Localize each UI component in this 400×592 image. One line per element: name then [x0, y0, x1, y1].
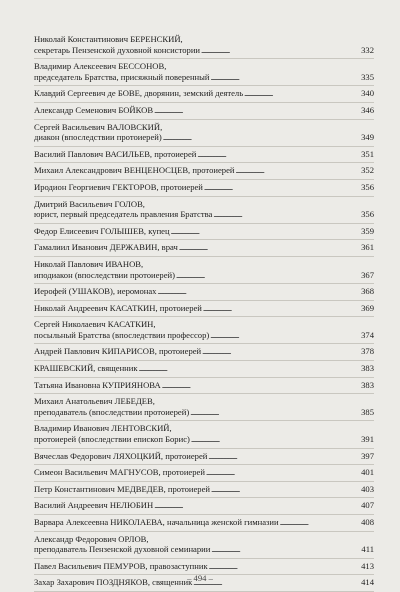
- table-of-contents: [34, 32, 374, 592]
- toc-line: [34, 500, 374, 512]
- toc-entry-text: Владимир Иванович ЛЕНТОВСКИЙ,: [34, 423, 172, 434]
- dot-leader: [208, 451, 359, 463]
- toc-line: [34, 61, 374, 72]
- toc-entry-text: Сергей Николаевич КАСАТКИН,: [34, 319, 156, 330]
- dot-leader: [213, 209, 359, 221]
- dot-leader: [162, 380, 359, 392]
- dot-leader: [206, 467, 359, 479]
- toc-page-number: 378: [361, 346, 374, 357]
- toc-entry-text: диакон (впоследствии протоиерей): [34, 132, 162, 143]
- toc-page-number: 383: [361, 363, 374, 374]
- toc-page-number: 368: [361, 286, 374, 297]
- toc-entry: [34, 103, 374, 120]
- toc-entry: [34, 532, 374, 559]
- toc-page-number: 367: [361, 269, 374, 280]
- toc-line: [34, 484, 374, 496]
- dot-leader: [197, 149, 359, 161]
- page-number: – 494 –: [187, 573, 213, 583]
- dot-leader: [191, 434, 359, 446]
- toc-line: [34, 259, 374, 270]
- toc-entry: [34, 197, 374, 224]
- toc-line: [34, 88, 374, 100]
- toc-page-number: 352: [361, 165, 374, 176]
- dot-leader: [163, 132, 359, 144]
- dot-leader: [157, 286, 359, 298]
- toc-page-number: 374: [361, 329, 374, 340]
- toc-line: [34, 182, 374, 194]
- toc-line: [34, 330, 374, 342]
- toc-entry-text: Андрей Павлович КИПАРИСОВ, протоиерей: [34, 346, 202, 357]
- toc-entry-text: Александр Федорович ОРЛОВ,: [34, 533, 149, 544]
- toc-page-number: 383: [361, 379, 374, 390]
- toc-entry-text: иподиакон (впоследствии протоиерей): [34, 269, 175, 280]
- toc-page-number: 385: [361, 406, 374, 417]
- toc-line: [34, 363, 374, 375]
- toc-page-number: 411: [361, 544, 374, 555]
- toc-entry-text: Варвара Алексеевна НИКОЛАЕВА, начальница женской гимназии: [34, 517, 279, 527]
- toc-entry: [34, 284, 374, 301]
- dot-leader: [154, 500, 359, 512]
- toc-line: [34, 45, 374, 57]
- dot-leader: [211, 544, 359, 556]
- toc-entry-text: Иродион Георгиевич ГЕКТОРОВ, протоиерей: [34, 181, 203, 192]
- dot-leader: [179, 242, 359, 254]
- toc-line: [34, 209, 374, 221]
- toc-entry: [34, 394, 374, 421]
- toc-line: [34, 451, 374, 463]
- toc-entry-text: КРАШЕВСКИЙ, священник: [34, 363, 138, 374]
- toc-line: [34, 199, 374, 210]
- toc-entry-text: преподаватель Пензенской духовной семинарии: [34, 544, 211, 555]
- toc-entry-text: Николай Константинович БЕРЕНСКИЙ,: [34, 34, 183, 44]
- toc-page-number: 340: [361, 88, 374, 99]
- toc-entry: [34, 224, 374, 241]
- toc-entry-text: секретарь Пензенской духовной консистории: [34, 44, 201, 55]
- dot-leader: [209, 561, 359, 573]
- toc-entry: [34, 147, 374, 164]
- dot-leader: [176, 270, 359, 282]
- toc-line: [34, 122, 374, 133]
- toc-entry: [34, 498, 374, 515]
- dot-leader: [201, 45, 359, 57]
- toc-line: [34, 544, 374, 556]
- toc-entry-text: Михаил Александрович ВЕНЦЕНОСЦЕВ, протоиерей: [34, 165, 235, 176]
- toc-line: [34, 149, 374, 161]
- toc-entry: [34, 86, 374, 103]
- toc-entry: [34, 515, 374, 532]
- toc-page-number: 403: [361, 483, 374, 494]
- toc-entry-text: Александр Семенович БОЙКОВ: [34, 104, 154, 115]
- toc-entry-text: Вячеслав Федорович ЛЯХОЦКИЙ, протоиерей: [34, 450, 208, 461]
- toc-entry: [34, 421, 374, 448]
- dot-leader: [139, 363, 359, 375]
- toc-entry: [34, 120, 374, 147]
- toc-entry-text: Иерофей (УШАКОВ), иеромонах: [34, 286, 157, 297]
- toc-page-number: 332: [361, 44, 374, 55]
- dot-leader: [154, 105, 359, 117]
- toc-line: [34, 534, 374, 545]
- toc-page-number: 407: [361, 500, 374, 511]
- toc-line: [34, 165, 374, 177]
- toc-entry: [34, 240, 374, 257]
- toc-page-number: 397: [361, 450, 374, 461]
- toc-line: [34, 561, 374, 573]
- toc-entry-text: преподаватель (впоследствии протоиерей): [34, 406, 190, 417]
- toc-entry-text: Татьяна Ивановна КУПРИЯНОВА: [34, 379, 161, 390]
- toc-entry: [34, 301, 374, 318]
- toc-entry-text: Клавдий Сергеевич де БОВЕ, дворянин, земский деятель: [34, 88, 244, 99]
- toc-page-number: 391: [361, 434, 374, 445]
- toc-line: [34, 423, 374, 434]
- dot-leader: [190, 407, 359, 419]
- toc-line: [34, 396, 374, 407]
- toc-line: [34, 346, 374, 358]
- toc-entry: [34, 465, 374, 482]
- toc-page-number: 349: [361, 132, 374, 143]
- toc-page-number: 359: [361, 225, 374, 236]
- toc-line: [34, 270, 374, 282]
- toc-entry-text: Николай Андреевич КАСАТКИН, протоиерей: [34, 302, 202, 313]
- dot-leader: [211, 484, 359, 496]
- toc-page-number: 401: [361, 467, 374, 478]
- toc-entry-text: протоиерей (впоследствии епископ Борис): [34, 434, 190, 445]
- toc-entry-text: Михаил Анатольевич ЛЕБЕДЕВ,: [34, 396, 155, 407]
- toc-entry-text: Николай Павлович ИВАНОВ,: [34, 258, 144, 269]
- toc-entry: [34, 344, 374, 361]
- toc-entry-text: Федор Елисеевич ГОЛЫШЕВ, купец: [34, 225, 170, 236]
- dot-leader: [202, 346, 359, 358]
- toc-page-number: 335: [361, 71, 374, 82]
- toc-entry-text: Павел Васильевич ПЕМУРОВ, правозаступник: [34, 560, 208, 571]
- toc-entry-text: Симеон Васильевич МАГНУСОВ, протоиерей: [34, 467, 205, 478]
- toc-line: [34, 105, 374, 117]
- toc-entry-text: юрист, первый председатель правления Братства: [34, 209, 213, 220]
- toc-page-number: 351: [361, 148, 374, 159]
- toc-line: [34, 467, 374, 479]
- toc-entry-text: Владимир Алексеевич БЕССОНОВ,: [34, 61, 167, 72]
- dot-leader: [236, 165, 360, 177]
- dot-leader: [280, 517, 359, 529]
- dot-leader: [203, 303, 359, 315]
- toc-entry-text: Гамалиил Иванович ДЕРЖАВИН, врач: [34, 242, 178, 253]
- toc-line: [34, 407, 374, 419]
- toc-line: [34, 517, 374, 529]
- toc-line: [34, 286, 374, 298]
- toc-entry-text: Петр Константинович МЕДВЕДЕВ, протоиерей: [34, 483, 211, 494]
- toc-line: [34, 72, 374, 84]
- toc-entry-text: председатель Братства, присяжный поверенный: [34, 71, 210, 82]
- toc-entry: [34, 378, 374, 395]
- toc-entry-text: Василий Павлович ВАСИЛЬЕВ, протоиерей: [34, 148, 197, 159]
- toc-entry: [34, 32, 374, 59]
- toc-entry-text: Дмитрий Васильевич ГОЛОВ,: [34, 198, 145, 209]
- toc-line: [34, 34, 374, 45]
- toc-entry: [34, 257, 374, 284]
- dot-leader: [210, 330, 359, 342]
- toc-line: [34, 226, 374, 238]
- toc-entry-text: посыльный Братства (впоследствии профессор): [34, 329, 210, 340]
- toc-page-number: 361: [361, 242, 374, 253]
- toc-entry-text: Василий Андреевич НЕЛЮБИН: [34, 500, 154, 511]
- toc-line: [34, 380, 374, 392]
- toc-entry-text: Сергей Васильевич ВАЛОВСКИЙ,: [34, 121, 163, 132]
- toc-entry: [34, 317, 374, 344]
- toc-entry: [34, 361, 374, 378]
- dot-leader: [211, 72, 359, 84]
- dot-leader: [171, 226, 359, 238]
- toc-page-number: 356: [361, 209, 374, 220]
- toc-line: [34, 319, 374, 330]
- dot-leader: [244, 88, 359, 100]
- toc-line: [34, 242, 374, 254]
- toc-page-number: 414: [361, 577, 374, 588]
- toc-entry: [34, 180, 374, 197]
- toc-page-number: 369: [361, 302, 374, 313]
- dot-leader: [204, 182, 359, 194]
- toc-line: [34, 303, 374, 315]
- toc-page-number: 346: [361, 104, 374, 115]
- toc-page-number: 356: [361, 181, 374, 192]
- toc-line: [34, 434, 374, 446]
- toc-entry: [34, 59, 374, 86]
- toc-line: [34, 132, 374, 144]
- toc-entry: [34, 163, 374, 180]
- toc-entry: [34, 449, 374, 466]
- toc-entry-text: Захар Захарович ПОЗДНЯКОВ, священник: [34, 577, 193, 588]
- toc-page-number: 408: [361, 517, 374, 527]
- toc-page-number: 413: [361, 560, 374, 571]
- toc-entry: [34, 482, 374, 499]
